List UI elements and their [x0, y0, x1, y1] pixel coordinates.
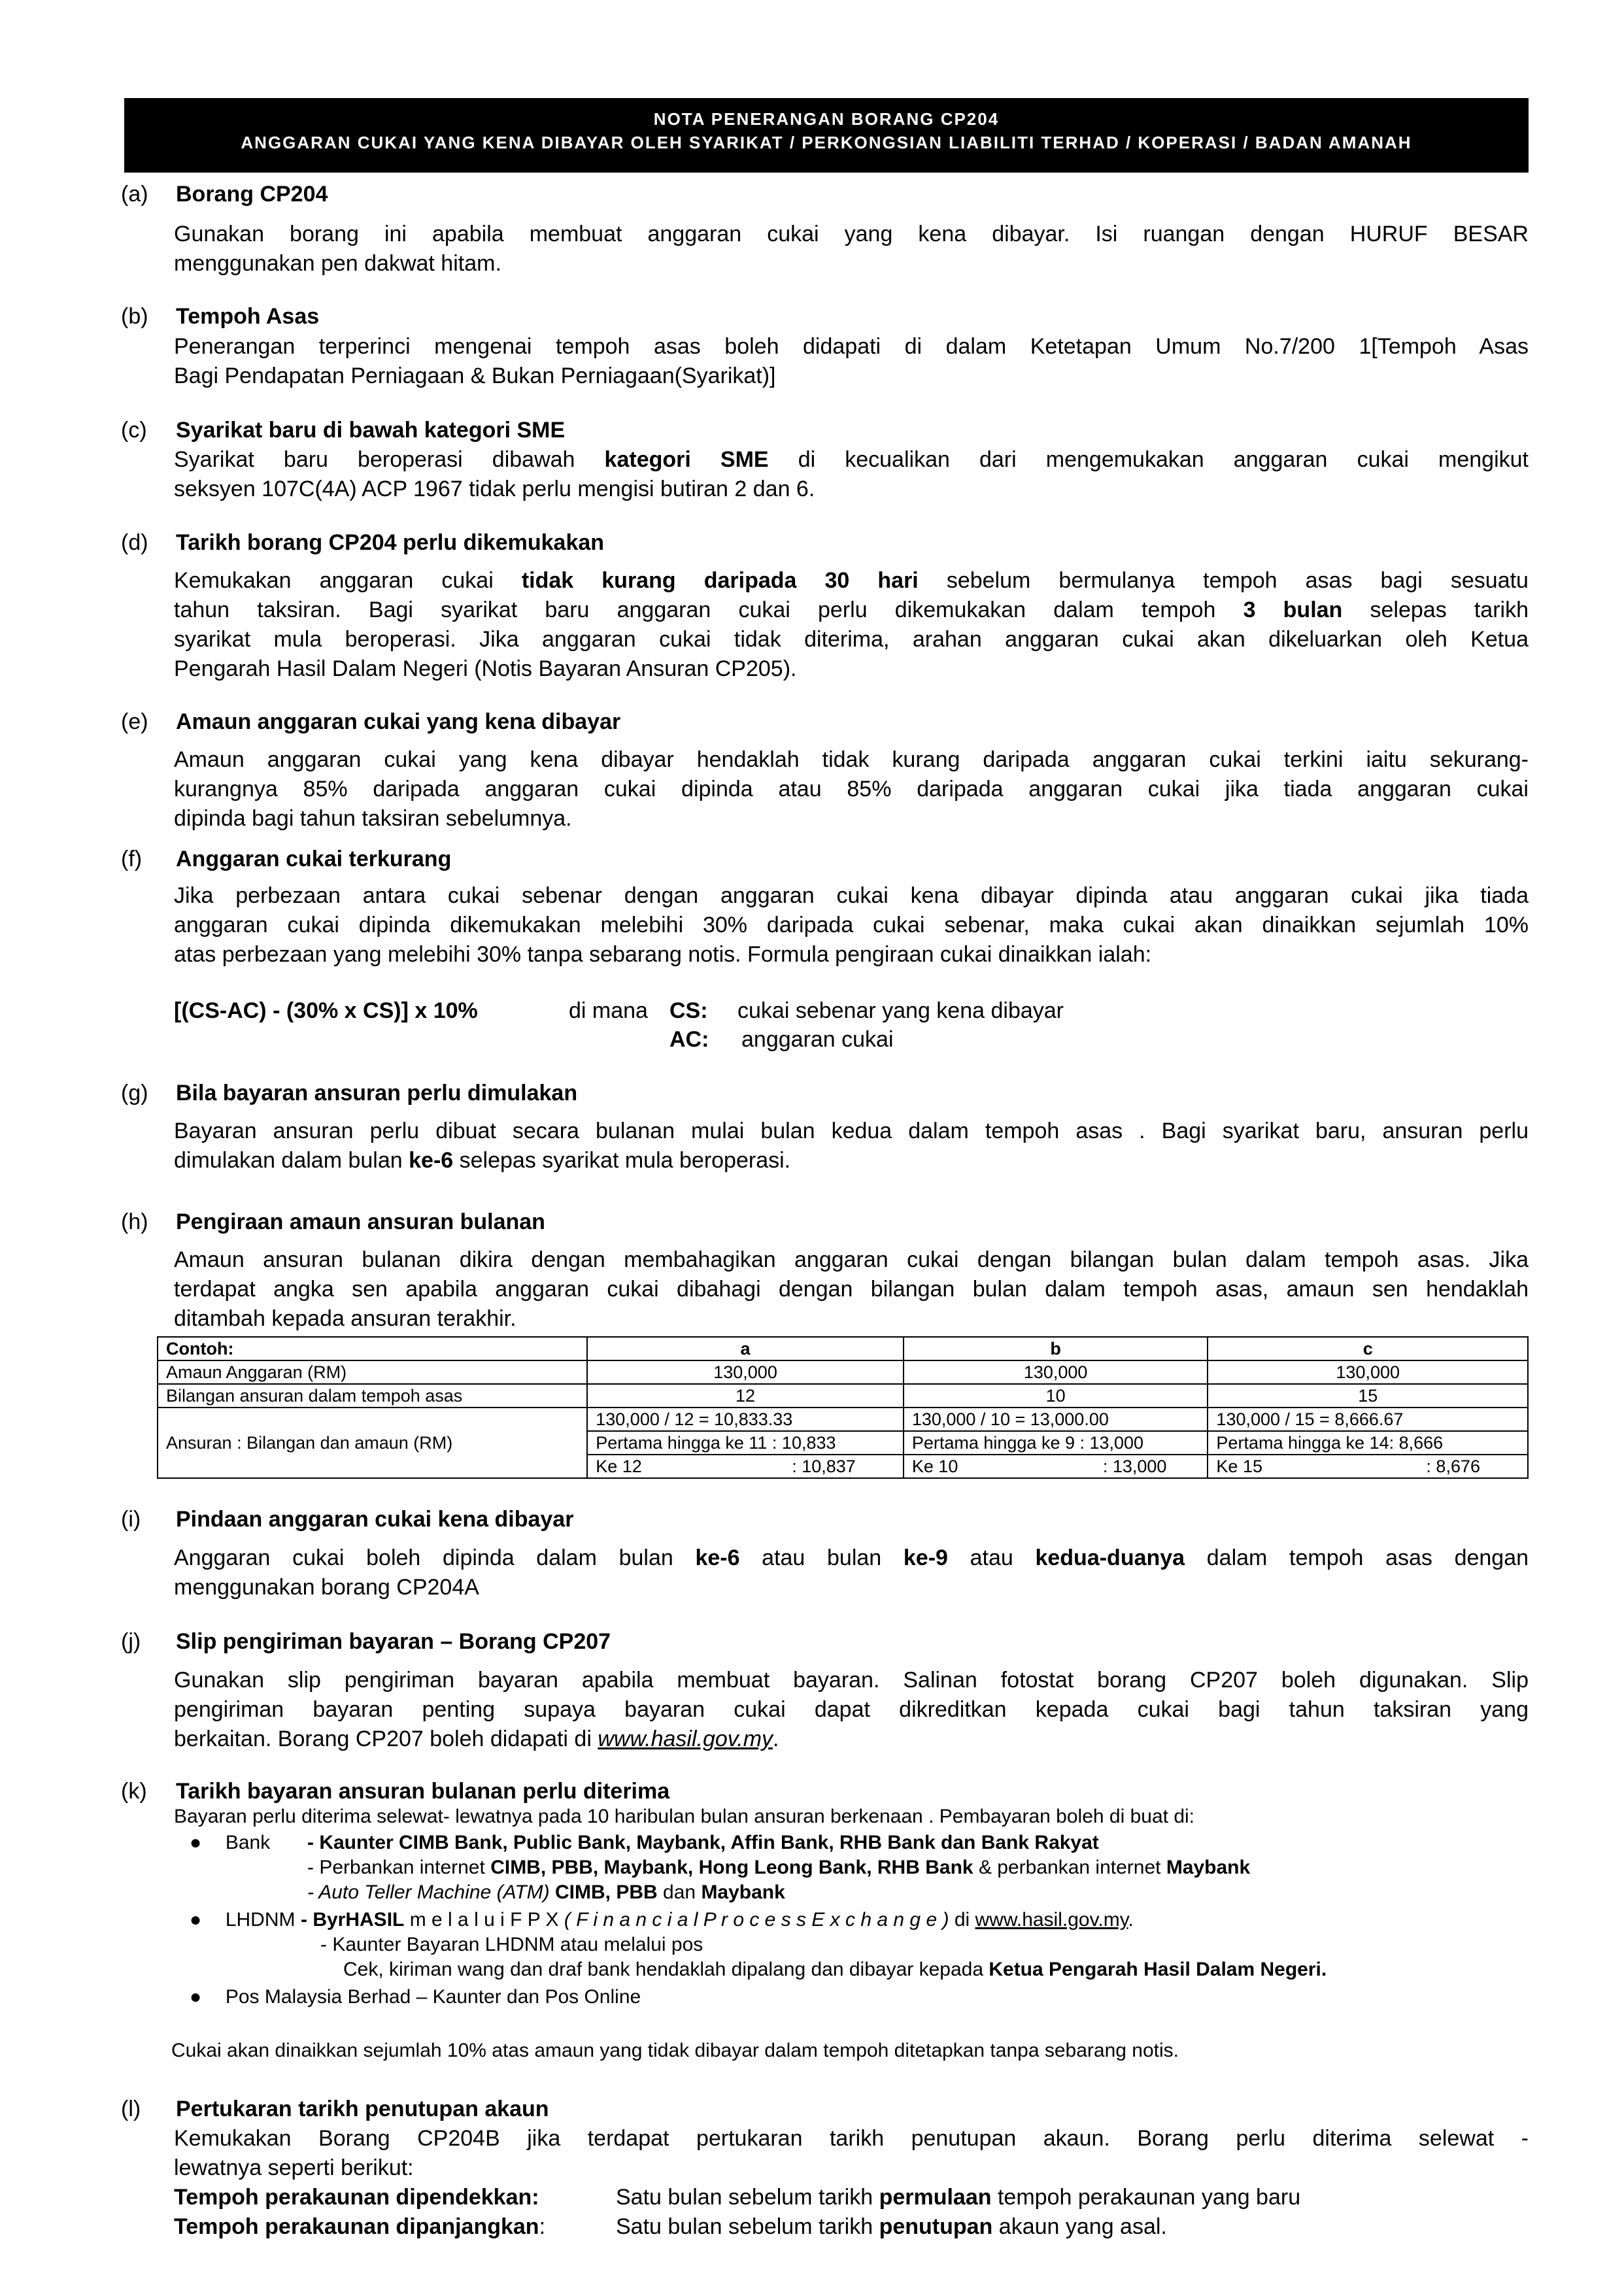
bank-atm-line: - Auto Teller Machine (ATM) CIMB, PBB dan Maybank [307, 1881, 785, 1903]
section-title: Tempoh Asas [176, 304, 320, 329]
section-l-rules [174, 2183, 1529, 2242]
late-payment-note: Cukai akan dinaikkan sejumlah 10% atas amaun yang tidak dibayar dalam tempoh ditetapkan tanpa sebarang notis. [171, 2040, 1179, 2061]
section-title: Amaun anggaran cukai yang kena dibayar [176, 709, 621, 734]
section-title: Pertukaran tarikh penutupan akaun [176, 2097, 549, 2121]
section-i-body [174, 1543, 1529, 1602]
section-l-heading [121, 2095, 549, 2123]
table-row [158, 1384, 1528, 1408]
text-line: menggunakan borang CP204A [174, 1575, 479, 1600]
section-title: Pindaan anggaran cukai kena dibayar [176, 1507, 574, 1532]
section-f-body [174, 881, 1529, 970]
section-label: (i) [121, 1507, 141, 1532]
section-k-intro [174, 1804, 1529, 1829]
table-cell: Amaun Anggaran (RM) [158, 1360, 587, 1384]
text-line: Amaun anggaran cukai yang kena dibayar hendaklah tidak kurang daripada anggaran cukai terkini iaitu sekurang- [174, 747, 1529, 772]
lhdnm-byrhasil-line: - ByrHASIL m e l a l u i F P X ( F i n a n c i a l P r o c e s s E x c h a n g e ) di www.hasil.gov.my. [301, 1909, 1134, 1931]
section-title: Borang CP204 [176, 182, 328, 207]
bullet-icon: ● [190, 1832, 202, 1853]
section-k-heading [121, 1777, 669, 1806]
section-title: Slip pengiriman bayaran – Borang CP207 [176, 1629, 611, 1654]
text-line: Bayaran ansuran perlu dibuat secara bulanan mulai bulan kedua dalam tempoh asas . Bagi syarikat baru, ansuran perlu [174, 1119, 1529, 1143]
pos-label: Pos Malaysia Berhad – Kaunter dan Pos Online [225, 1986, 641, 2008]
section-i-heading [121, 1505, 573, 1534]
section-l-body [174, 2124, 1529, 2183]
section-label: (c) [121, 418, 147, 443]
text-line: menggunakan pen dakwat hitam. [174, 251, 501, 276]
lhdnm-label: LHDNM [225, 1909, 296, 1931]
hasil-website-link[interactable]: www.hasil.gov.my [975, 1909, 1128, 1931]
section-b-body [174, 332, 1529, 391]
payment-lhdnm-item [190, 1908, 295, 1932]
text-line: Gunakan borang ini apabila membuat anggaran cukai yang kena dibayar. Isi ruangan dengan HURUF BESAR [174, 222, 1529, 246]
text-line: Jika perbezaan antara cukai sebenar dengan anggaran cukai kena dibayar dipinda atau anggaran cukai jika tiada [174, 883, 1529, 908]
table-cell: Bilangan ansuran dalam tempoh asas [158, 1384, 587, 1408]
formula-ac-label: AC: [669, 1027, 709, 1052]
section-a-body [174, 220, 1529, 278]
section-c-body [174, 445, 1529, 504]
table-cell: Ke 12 : 10,837 [587, 1455, 904, 1478]
lhdnm-cheque-line: Cek, kiriman wang dan draf bank hendaklah dipalang dan dibayar kepada Ketua Pengarah Hasil Dalam Negeri. [343, 1959, 1327, 1980]
text-line: Penerangan terperinci mengenai tempoh asas boleh didapati di dalam Ketetapan Umum No.7/200 1[Tempoh Asas [174, 334, 1529, 359]
header-bar [124, 98, 1529, 173]
text-line: Amaun ansuran bulanan dikira dengan membahagikan anggaran cukai dengan bilangan bulan dalam tempoh asas. Jika [174, 1247, 1529, 1272]
section-a-heading [121, 180, 328, 209]
extended-period-row: Tempoh perakaunan dipanjangkan: Satu bulan sebelum tarikh penutupan akaun yang asal. [174, 2214, 1167, 2239]
table-cell: Ke 10 : 13,000 [904, 1455, 1208, 1478]
section-label: (k) [121, 1779, 147, 1804]
section-f-heading [121, 845, 451, 873]
text-line: dimulakan dalam bulan ke-6 selepas syarikat mula beroperasi. [174, 1148, 791, 1173]
formula-cs-desc: cukai sebenar yang kena dibayar [737, 998, 1064, 1023]
table-cell: 130,000 [1208, 1360, 1528, 1384]
table-header: a [587, 1337, 904, 1360]
table-header-row [158, 1337, 1528, 1360]
section-d-body [174, 566, 1529, 684]
text-line: ditambah kepada ansuran terakhir. [174, 1306, 516, 1331]
text-line: Gunakan slip pengiriman bayaran apabila membuat bayaran. Salinan fotostat borang CP207 boleh digunakan. Slip [174, 1668, 1529, 1693]
table-header: b [904, 1337, 1208, 1360]
section-title: Tarikh bayaran ansuran bulanan perlu diterima [176, 1779, 670, 1804]
section-label: (a) [121, 182, 148, 207]
header-title: NOTA PENERANGAN BORANG CP204 [653, 109, 1000, 129]
text-line: syarikat mula beroperasi. Jika anggaran cukai tidak diterima, arahan anggaran cukai akan dikeluarkan oleh Ketua [174, 627, 1529, 652]
table-row [158, 1360, 1528, 1384]
bank-label: Bank [225, 1832, 271, 1853]
section-j-heading [121, 1627, 611, 1656]
text-line: Bayaran perlu diterima selewat- lewatnya pada 10 haribulan bulan ansuran berkenaan . Pembayaran boleh di buat di: [174, 1806, 1195, 1827]
bullet-icon: ● [190, 1909, 202, 1931]
section-label: (g) [121, 1081, 148, 1105]
section-h-heading [121, 1207, 545, 1236]
text-line: kurangnya 85% daripada anggaran cukai dipinda atau 85% daripada anggaran cukai jika tiada anggaran cukai [174, 777, 1529, 801]
text-line: pengiriman bayaran penting supaya bayaran cukai dapat dikreditkan kepada cukai bagi tahun taksiran yang [174, 1697, 1529, 1722]
section-e-body [174, 745, 1529, 834]
table-cell: Ansuran : Bilangan dan amaun (RM) [158, 1408, 587, 1478]
section-g-heading [121, 1079, 577, 1107]
formula-cs-label: CS: [669, 998, 708, 1023]
section-title: Pengiraan amaun ansuran bulanan [176, 1209, 545, 1234]
section-title: Bila bayaran ansuran perlu dimulakan [176, 1081, 578, 1105]
section-c-heading [121, 416, 565, 445]
table-header: Contoh: [158, 1337, 587, 1360]
table-cell: Pertama hingga ke 9 : 13,000 [904, 1431, 1208, 1455]
table-row [158, 1408, 1528, 1431]
bullet-icon: ● [190, 1986, 202, 2008]
text-line: berkaitan. Borang CP207 boleh didapati di www.hasil.gov.my. [174, 1727, 779, 1751]
section-label: (h) [121, 1209, 148, 1234]
section-title: Anggaran cukai terkurang [176, 847, 452, 871]
text-line: Pengarah Hasil Dalam Negeri (Notis Bayaran Ansuran CP205). [174, 656, 797, 681]
section-e-heading [121, 707, 620, 736]
section-d-heading [121, 528, 604, 557]
text-line: Anggaran cukai boleh dipinda dalam bulan ke-6 atau bulan ke-9 atau kedua-duanya dalam tempoh asas dengan [174, 1545, 1529, 1570]
formula-expression: [(CS-AC) - (30% x CS)] x 10% [174, 998, 478, 1023]
header-subtitle: ANGGARAN CUKAI YANG KENA DIBAYAR OLEH SYARIKAT / PERKONGSIAN LIABILITI TERHAD / KOPERASI / BADAN AMANAH [241, 133, 1412, 152]
table-cell: 130,000 [587, 1360, 904, 1384]
text-line: dipinda bagi tahun taksiran sebelumnya. [174, 806, 572, 831]
bank-counter-line: - Kaunter CIMB Bank, Public Bank, Maybank, Affin Bank, RHB Bank dan Bank Rakyat [307, 1832, 1099, 1853]
hasil-website-link[interactable]: www.hasil.gov.my [598, 1727, 773, 1751]
text-line: seksyen 107C(4A) ACP 1967 tidak perlu mengisi butiran 2 dan 6. [174, 477, 815, 501]
table-cell: Ke 15 : 8,676 [1208, 1455, 1528, 1478]
text-line: Kemukakan Borang CP204B jika terdapat pertukaran tarikh penutupan akaun. Borang perlu diterima selewat - [174, 2126, 1529, 2151]
text-line: atas perbezaan yang melebihi 30% tanpa sebarang notis. Formula pengiraan cukai dinaikkan ialah: [174, 942, 1152, 967]
section-title: Syarikat baru di bawah kategori SME [176, 418, 566, 443]
payment-bank-item [190, 1830, 270, 1855]
section-label: (j) [121, 1629, 141, 1654]
text-line: lewatnya seperti berikut: [174, 2155, 414, 2180]
bank-internet-line: - Perbankan internet CIMB, PBB, Maybank, Hong Leong Bank, RHB Bank & perbankan internet Maybank [307, 1857, 1251, 1878]
text-line: terdapat angka sen apabila anggaran cukai dibahagi dengan bilangan bulan dalam tempoh asas, amaun sen hendaklah [174, 1277, 1529, 1302]
table-cell: 15 [1208, 1384, 1528, 1408]
section-label: (f) [121, 847, 143, 871]
text-line: Bagi Pendapatan Perniagaan & Bukan Perniagaan(Syarikat)] [174, 363, 776, 388]
payment-pos-item [190, 1985, 641, 2009]
section-label: (l) [121, 2097, 141, 2121]
table-header: c [1208, 1337, 1528, 1360]
example-table [157, 1336, 1529, 1479]
table-cell: 10 [904, 1384, 1208, 1408]
section-label: (b) [121, 304, 148, 329]
section-label: (e) [121, 709, 148, 734]
section-title: Tarikh borang CP204 perlu dikemukakan [176, 530, 605, 555]
text-line: tahun taksiran. Bagi syarikat baru anggaran cukai perlu dikemukakan dalam tempoh 3 bulan selepas tarikh [174, 598, 1529, 622]
table-cell: 130,000 / 12 = 10,833.33 [587, 1408, 904, 1431]
shortened-period-row: Tempoh perakaunan dipendekkan: Satu bulan sebelum tarikh permulaan tempoh perakaunan yang baru [174, 2185, 1301, 2210]
text-line: Kemukakan anggaran cukai tidak kurang daripada 30 hari sebelum bermulanya tempoh asas bagi sesuatu [174, 568, 1529, 593]
table-cell: 130,000 / 10 = 13,000.00 [904, 1408, 1208, 1431]
formula-where: di mana [569, 998, 648, 1023]
table-cell: 12 [587, 1384, 904, 1408]
section-j-body [174, 1666, 1529, 1754]
text-line: anggaran cukai dipinda dikemukakan melebihi 30% daripada cukai sebenar, maka cukai akan dinaikkan sejumlah 10% [174, 913, 1529, 937]
section-g-body [174, 1117, 1529, 1175]
table-cell: Pertama hingga ke 11 : 10,833 [587, 1431, 904, 1455]
section-b-heading [121, 302, 319, 331]
formula-ac-desc: anggaran cukai [741, 1027, 894, 1052]
table-cell: Pertama hingga ke 14: 8,666 [1208, 1431, 1528, 1455]
table-cell: 130,000 / 15 = 8,666.67 [1208, 1408, 1528, 1431]
section-h-body [174, 1245, 1529, 1334]
table-cell: 130,000 [904, 1360, 1208, 1384]
section-label: (d) [121, 530, 148, 555]
text-line: Syarikat baru beroperasi dibawah kategori SME di kecualikan dari mengemukakan anggaran cukai mengikut [174, 447, 1529, 472]
lhdnm-counter-line: - Kaunter Bayaran LHDNM atau melalui pos [320, 1934, 703, 1955]
